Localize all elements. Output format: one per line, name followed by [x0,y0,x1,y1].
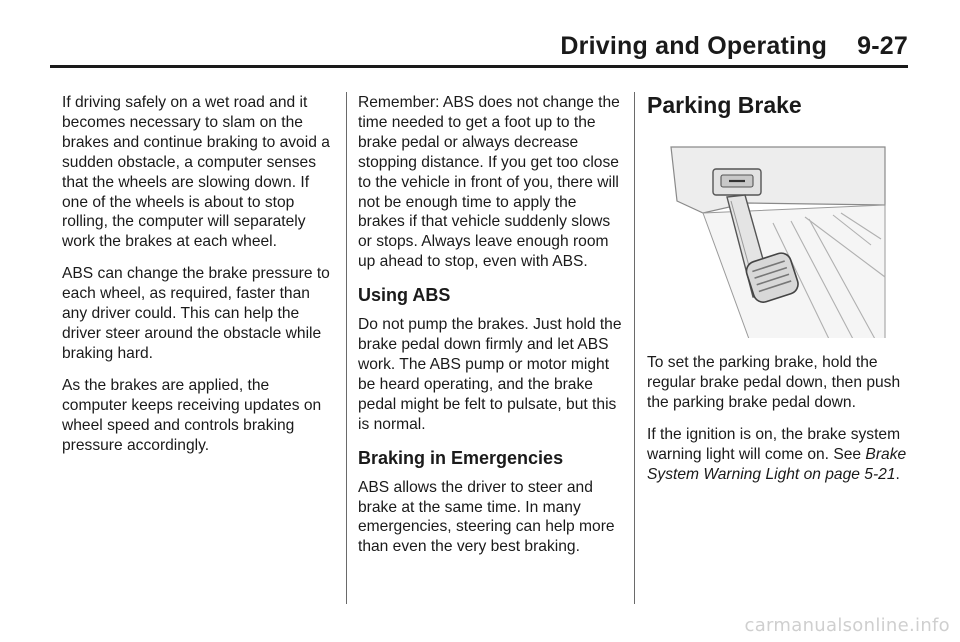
column-3 [647,93,911,496]
column-divider [346,92,347,604]
parking-brake-pedal-illustration [663,145,889,339]
paragraph: If driving safely on a wet road and it becomes necessary to slam on the brakes and continue braking to avoid a sudden obstacle, a computer senses that the wheels are slowing down. If one of the wheels is about to stop rolling, the computer will separately work the brakes at each wheel. [62,94,330,251]
section-heading: Using ABS [358,285,451,306]
section-heading: Braking in Emergencies [358,447,564,468]
page-header [50,28,908,64]
paragraph: ABS allows the driver to steer and brake at the same time. In many emergencies, steering can help more than even the very best braking. [358,478,615,556]
paragraph: Remember: ABS does not change the time needed to get a foot up to the brake pedal or always decrease stopping distance. If you get too close to the vehicle in front of you, there will not be enough time to apply the brakes if that vehicle suddenly slows or stops. Always leave enough room up ahead to stop, even with ABS. [358,94,620,271]
section-title: Driving and Operating [560,32,828,60]
paragraph-with-reference [647,425,911,485]
paragraph: To set the parking brake, hold the regular brake pedal down, then push the parking brake pedal down. [647,354,901,411]
page-number: 9-27 [857,32,908,60]
column-divider [634,92,635,604]
header-rule [50,65,908,68]
parking-brake-pedal-icon [663,145,889,339]
header-text [560,32,908,61]
paragraph: ABS can change the brake pressure to each wheel, as required, faster than any driver could. This can help the driver steer around the obstacle while braking hard. [62,265,330,362]
paragraph: Do not pump the brakes. Just hold the brake pedal down firmly and let ABS work. The ABS pump or motor might be heard operating, and the brake pedal might be felt to pulsate, but this is normal. [358,316,622,433]
paragraph: As the brakes are applied, the computer keeps receiving updates on wheel speed and controls braking pressure accordingly. [62,376,322,454]
cross-reference-link[interactable]: Brake System Warning Light on page 5-21 [647,445,907,483]
watermark: carmanualsonline.info [744,615,950,636]
text-span: . [895,465,900,483]
text-span: If the ignition is on, the brake system warning light will come on. See [647,425,901,463]
column-2 [358,93,622,569]
section-title-large: Parking Brake [647,92,802,118]
column-1 [62,93,334,467]
